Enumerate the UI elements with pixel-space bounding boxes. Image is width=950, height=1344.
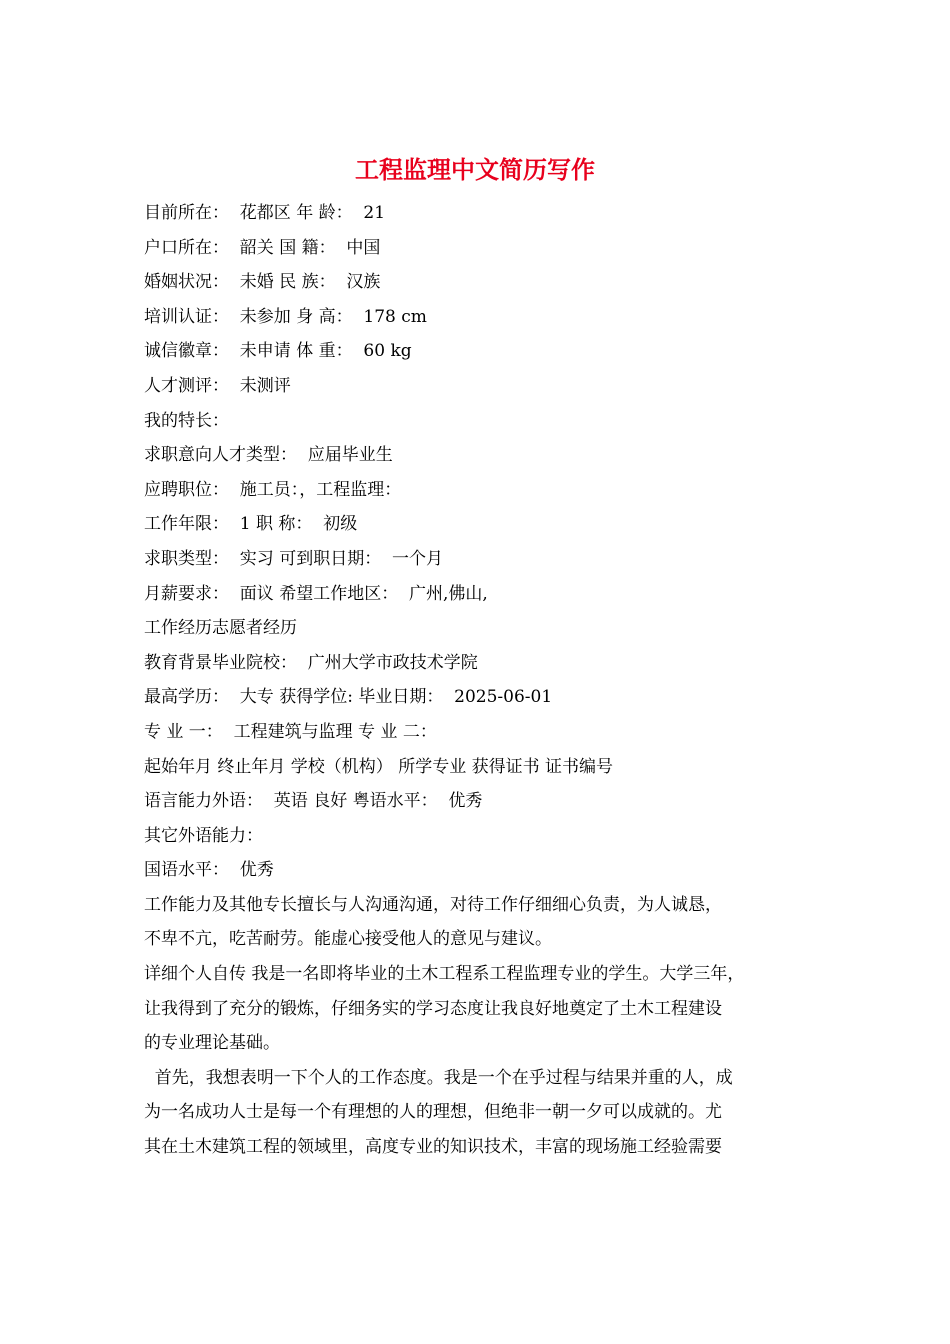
text-line: 户口所在： 韶关 国 籍： 中国: [144, 237, 381, 258]
text-line: 教育背景毕业院校： 广州大学市政技术学院: [144, 652, 478, 673]
text-line: 其在土木建筑工程的领域里，高度专业的知识技术，丰富的现场施工经验需要: [144, 1137, 722, 1158]
text-line: 求职类型： 实习 可到职日期： 一个月: [144, 548, 444, 569]
text-line: 详细个人自传 我是一名即将毕业的土木工程系工程监理专业的学生。大学三年，: [144, 964, 745, 985]
text-line: 求职意向人才类型： 应届毕业生: [144, 445, 393, 466]
text-line: 诚信徽章： 未申请 体 重： 60 kg: [144, 341, 412, 362]
text-line: 最高学历： 大专 获得学位: 毕业日期： 2025-06-01: [144, 687, 553, 708]
text-line: 工作经历志愿者经历: [144, 618, 297, 639]
text-line: 应聘职位： 施工员：，工程监理：: [144, 479, 402, 500]
text-line: 我的特长：: [144, 410, 229, 431]
text-line: 工作年限： 1 职 称： 初级: [144, 514, 358, 535]
resume-body: [144, 196, 844, 1165]
text-line: 专 业 一： 工程建筑与监理 专 业 二：: [144, 721, 437, 742]
text-line: 首先，我想表明一下个人的工作态度。我是一个在乎过程与结果并重的人，成: [144, 1067, 733, 1088]
text-line: 婚姻状况： 未婚 民 族： 汉族: [144, 272, 381, 293]
text-line: 国语水平： 优秀: [144, 860, 274, 881]
text-line: 不卑不亢，吃苦耐劳。能虚心接受他人的意见与建议。: [144, 929, 552, 950]
text-line: 为一名成功人士是每一个有理想的人的理想，但绝非一朝一夕可以成就的。尤: [144, 1102, 722, 1123]
text-line: 人才测评： 未测评: [144, 375, 291, 396]
text-line: 起始年月 终止年月 学校（机构） 所学专业 获得证书 证书编号: [144, 756, 614, 777]
text-line: 培训认证： 未参加 身 高： 178 cm: [144, 306, 427, 327]
text-line: 工作能力及其他专长擅长与人沟通沟通，对待工作仔细细心负责，为人诚恳，: [144, 894, 722, 915]
text-line: 的专业理论基础。: [144, 1033, 280, 1054]
text-line: 其它外语能力：: [144, 825, 263, 846]
document-title: 工程监理中文简历写作: [355, 156, 595, 184]
text-line: 月薪要求： 面议 希望工作地区： 广州,佛山,: [144, 583, 488, 604]
text-line: 语言能力外语： 英语 良好 粤语水平： 优秀: [144, 791, 483, 812]
text-line: 让我得到了充分的锻炼，仔细务实的学习态度让我良好地奠定了土木工程建设: [144, 998, 722, 1019]
text-line: 目前所在： 花都区 年 龄： 21: [144, 203, 386, 223]
